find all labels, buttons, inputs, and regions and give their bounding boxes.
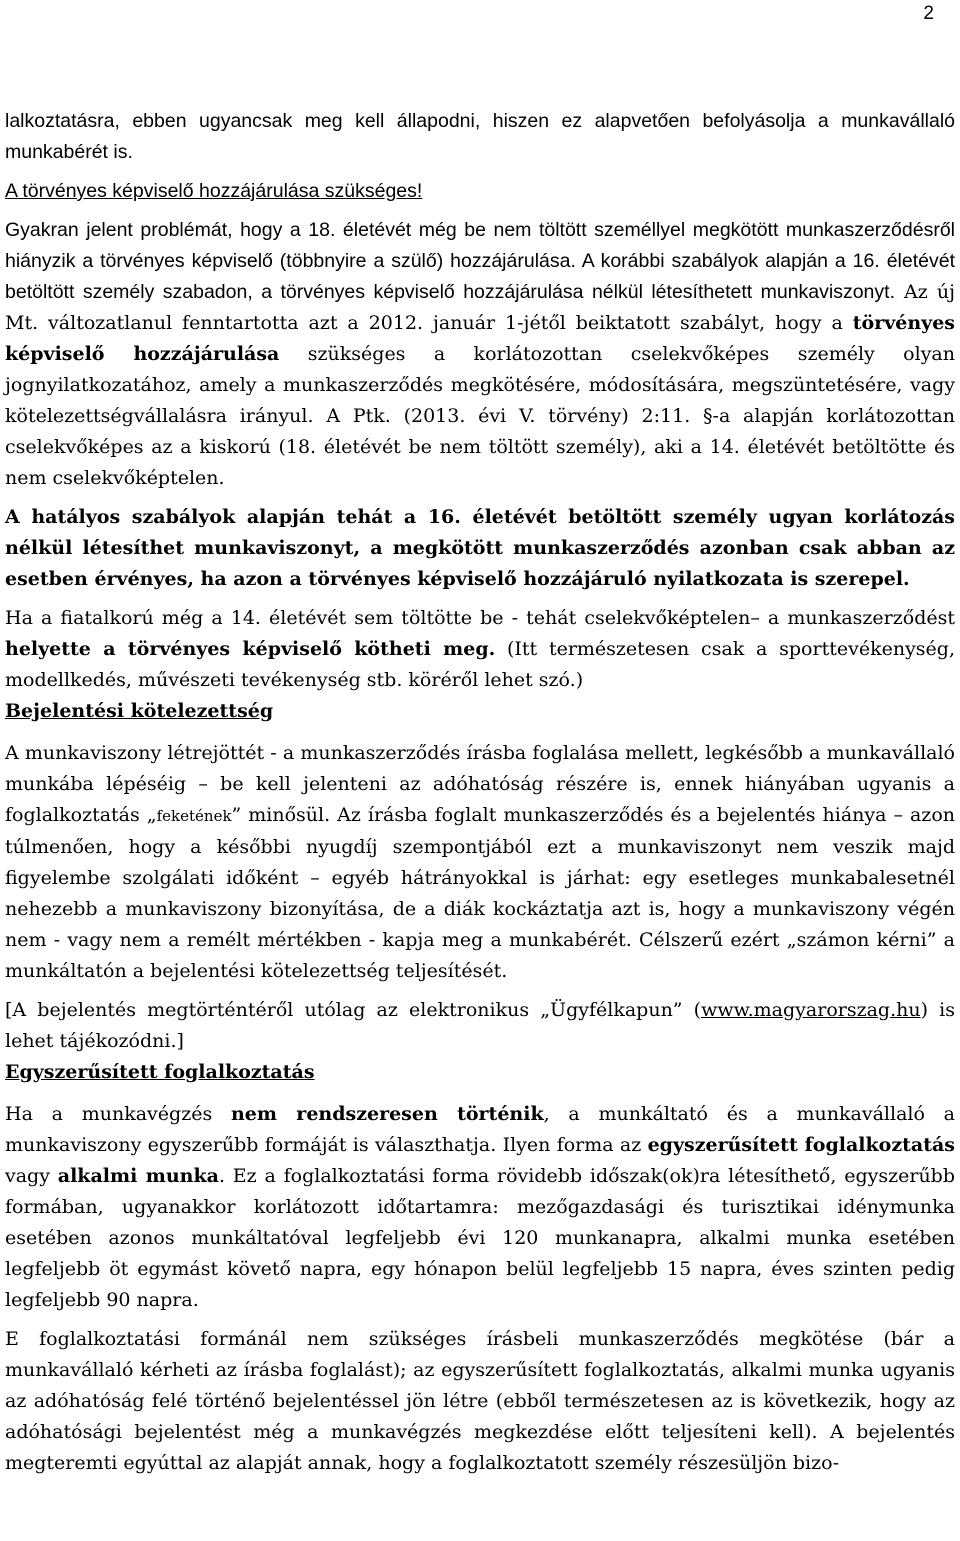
- website-link[interactable]: www.magyarorszag.hu: [701, 999, 921, 1021]
- text-run: , a munkáltató és a munkavállaló a munkaviszony egyszerűbb formáját is választhatja. Ilyen forma az: [5, 1103, 955, 1156]
- paragraph-no-written-contract: E foglalkoztatási formánál nem szükséges írásbeli munkaszerződés megkötése (bár a munkavállaló kérheti az írásba foglalást); az egyszerűsített foglalkoztatás, alkalmi munka ugyanis az adóhatóság felé történő bejelentéssel jön létre (ebből természetesen az is következik, hogy az adóhatósági bejelentést még a munkavégzés megkezdése előtt teljesíteni kell). A bejelentés megteremti egyúttal az alapját annak, hogy a foglalkoztatott személy részesüljön bizo-: [5, 1328, 955, 1474]
- paragraph-simplified-employment: [5, 1099, 955, 1316]
- paragraph-reporting-obligation: [5, 738, 955, 987]
- text-run: [A bejelentés megtörténtéről utólag az elektronikus „Ügyfélkapun” (: [5, 999, 702, 1021]
- text-run: vagy: [5, 1165, 58, 1187]
- text-run: ) is lehet tájékozódni.]: [5, 999, 956, 1052]
- text-run: ” minősül. Az írásba foglalt munkaszerződés és a bejelentés hiánya – azon túlmenően, hogy a későbbi nyugdíj szempontjából ezt a munkaviszonyt nem veszik majd figyelembe szolgálati időként – egyéb hátrányokkal is járhat: egy esetleges munkabalesetnél nehezebb a munkaviszony bizonyítása, de a diák kockáztatja azt is, hogy a munkaviszony végén nem - vagy nem a remélt mértékben - kapja meg a munkabérét. Célszerű ezért „számon kérni” a munkáltatón a bejelentési kötelezettség teljesítését.: [5, 804, 955, 982]
- section-heading-reporting: Bejelentési kötelezettség: [5, 700, 274, 722]
- paragraph-consent-details: [5, 215, 955, 494]
- text-run: . Ez a foglalkoztatási forma rövidebb időszak(ok)ra létesíthető, egyszerűbb formában, ugyanakkor korlátozott időtartamra: mezőgazdasági és turisztikai idénymunka esetében azonos munkáltatóval legfeljebb évi 120 munkanapra, alkalmi munka esetében legfeljebb öt egymást követő napra, egy hónapon belül legfeljebb 15 napra, éves szinten pedig legfeljebb 90 napra.: [5, 1165, 956, 1311]
- paragraph-consent-required: A törvényes képviselő hozzájárulása szükséges!: [5, 180, 423, 202]
- text-run: szükséges a korlátozottan cselekvőképes személy olyan jognyilatkozatához, amely a munkaszerződés megkötésére, módosítására, megszüntetésére, vagy kötelezettségvállalásra irányul. A Ptk. (2013. évi V. törvény) 2:11. §-a alapján korlátozottan cselekvőképes az a kiskorú (18. életévét be nem töltött személy), aki a 14. életévét betöltötte és nem cselekvőképtelen.: [5, 343, 955, 489]
- paragraph-ugyfelkapu: [5, 995, 955, 1057]
- text-run: Ha a munkavégzés: [5, 1103, 231, 1125]
- bold-text: törvényes képviselő hozzájárulása: [5, 312, 955, 365]
- text-run: (Itt természetesen csak a sporttevékenység, modellkedés, művészeti tevékenység stb. köréről lehet szó.): [5, 638, 955, 691]
- page-number: 2: [923, 3, 934, 24]
- bold-text: alkalmi munka: [57, 1165, 219, 1187]
- document-body: [5, 106, 955, 1479]
- text-run: Gyakran jelent problémát, hogy a 18. életévét még be nem töltött személlyel megkötött munkaszerződésről hiányzik a törvényes képviselő (többnyire a szülő) hozzájárulása. A korábbi szabályok alapján a 16. életévét betöltött személy szabadon, a törvényes képviselő hozzájárulása nélkül létesíthetett munkaviszonyt.: [5, 219, 955, 303]
- bold-text: helyette a törvényes képviselő kötheti meg.: [5, 638, 496, 660]
- small-text: feketének: [156, 807, 232, 825]
- text-run: Az új Mt. változatlanul fenntartotta azt a 2012. január 1-jétől beiktatott szabályt, hogy a: [5, 281, 955, 334]
- text-run: Ha a fiatalkorú még a 14. életévét sem töltötte be - tehát cselekvőképtelen– a munkaszerződést: [5, 607, 955, 629]
- text-run: A munkaviszony létrejöttét - a munkaszerződés írásba foglalása mellett, legkésőbb a munkavállaló munkába lépéséig – be kell jelenteni az adóhatóság részére is, ennek hiányában ugyanis a foglalkoztatás „: [5, 742, 955, 826]
- paragraph-current-rules: A hatályos szabályok alapján tehát a 16. életévét betöltött személy ugyan korlátozás nélkül létesíthet munkaviszonyt, a megkötött munkaszerződés azonban csak abban az esetben érvényes, ha azon a törvényes képviselő hozzájáruló nyilatkozata is szerepel.: [5, 506, 955, 590]
- section-heading-simplified-employment: Egyszerűsített foglalkoztatás: [5, 1061, 315, 1083]
- paragraph-minor-under-14: [5, 603, 955, 696]
- bold-text: nem rendszeresen történik: [230, 1103, 544, 1125]
- paragraph-intro: lalkoztatásra, ebben ugyancsak meg kell állapodni, hiszen ez alapvetően befolyásolja a munkavállaló munkabérét is.: [5, 110, 955, 163]
- bold-text: egyszerűsített foglalkoztatás: [647, 1134, 955, 1156]
